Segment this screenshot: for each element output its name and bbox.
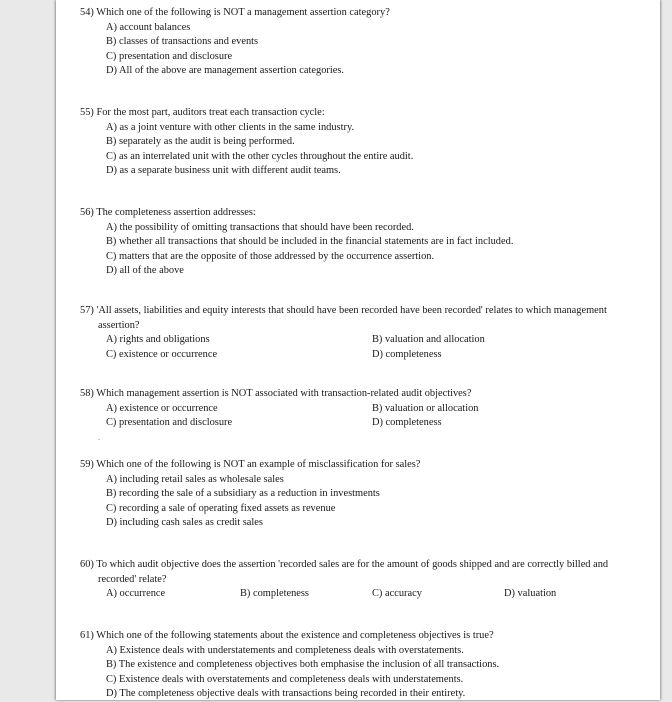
option-d: D) completeness [372, 417, 442, 429]
question-stem: 55) For the most part, auditors treat each transaction cycle: [80, 107, 325, 118]
option-a: A) Existence deals with understatements and completeness deals with overstatements. [106, 644, 464, 656]
option-c: C) existence or occurrence [106, 348, 218, 360]
option-b: B) separately as the audit is being performed. [106, 136, 295, 148]
option-a: A) existence or occurrence [106, 402, 218, 414]
question-stem: 58) Which management assertion is NOT associated with transaction-related audit objectives? [80, 388, 472, 399]
option-b: B) valuation and allocation [372, 334, 485, 346]
question-stem: 56) The completeness assertion addresses: [80, 207, 256, 218]
option-d: D) The completeness objective deals with transactions being recorded in their entirety. [106, 688, 466, 700]
option-a: A) the possibility of omitting transactions that should have been recorded. [106, 221, 414, 233]
option-c: C) presentation and disclosure [106, 417, 233, 429]
option-b: B) whether all transactions that should be included in the financial statements are in fact included. [106, 236, 514, 248]
option-b: B) The existence and completeness objectives both emphasise the inclusion of all transactions. [106, 659, 500, 671]
question-57 [80, 304, 620, 362]
option-a: A) including retail sales as wholesale sales [106, 473, 284, 485]
option-row [106, 402, 620, 417]
question-58 [80, 387, 620, 442]
question-stem: 54) Which one of the following is NOT a management assertion category? [80, 7, 390, 18]
question-stem: 60) To which audit objective does the assertion 'recorded sales are for the amount of goods shipped and are correctly billed and recorded' relate? [80, 559, 609, 585]
option-b: B) classes of transactions and events [106, 36, 259, 48]
option-c: C) matters that are the opposite of those addressed by the occurrence assertion. [106, 250, 435, 262]
option-c: C) recording a sale of operating fixed assets as revenue [106, 502, 336, 514]
option-a: A) as a joint venture with other clients in the same industry. [106, 121, 355, 133]
option-d: D) completeness [372, 348, 442, 360]
option-b: B) recording the sale of a subsidiary as a reduction in investments [106, 488, 380, 500]
question-56 [80, 206, 513, 279]
option-row [106, 416, 620, 431]
option-a: A) account balances [106, 21, 191, 33]
option-a: A) occurrence [106, 588, 166, 600]
option-d: D) All of the above are management assertion categories. [106, 65, 345, 77]
option-a: A) rights and obligations [106, 334, 210, 346]
question-stem: 59) Which one of the following is NOT an example of misclassification for sales? [80, 459, 421, 470]
option-b: B) valuation or allocation [372, 402, 479, 414]
question-55 [80, 106, 413, 179]
option-d: D) valuation [504, 588, 557, 600]
option-c: C) as an interrelated unit with the other cycles throughout the entire audit. [106, 150, 414, 162]
option-d: D) all of the above [106, 265, 184, 277]
option-b: B) completeness [240, 588, 309, 600]
question-59 [80, 458, 420, 531]
document-page [56, 0, 660, 700]
option-row [106, 348, 620, 363]
option-row [106, 333, 620, 348]
option-c: C) Existence deals with overstatements and completeness deals with understatements. [106, 673, 464, 685]
option-d: D) including cash sales as credit sales [106, 517, 263, 529]
option-row [106, 587, 620, 602]
question-61 [80, 629, 499, 702]
option-c: C) accuracy [372, 588, 422, 600]
question-stem: 61) Which one of the following statements about the existence and completeness objectives is true? [80, 630, 494, 641]
question-60 [80, 558, 620, 602]
question-stem: 57) 'All assets, liabilities and equity interests that should have been recorded have been recorded' relates to which management assertion? [80, 305, 607, 331]
option-c: C) presentation and disclosure [106, 50, 233, 62]
stray-mark: . [98, 433, 100, 442]
question-54 [80, 6, 390, 79]
option-d: D) as a separate business unit with different audit teams. [106, 165, 341, 177]
